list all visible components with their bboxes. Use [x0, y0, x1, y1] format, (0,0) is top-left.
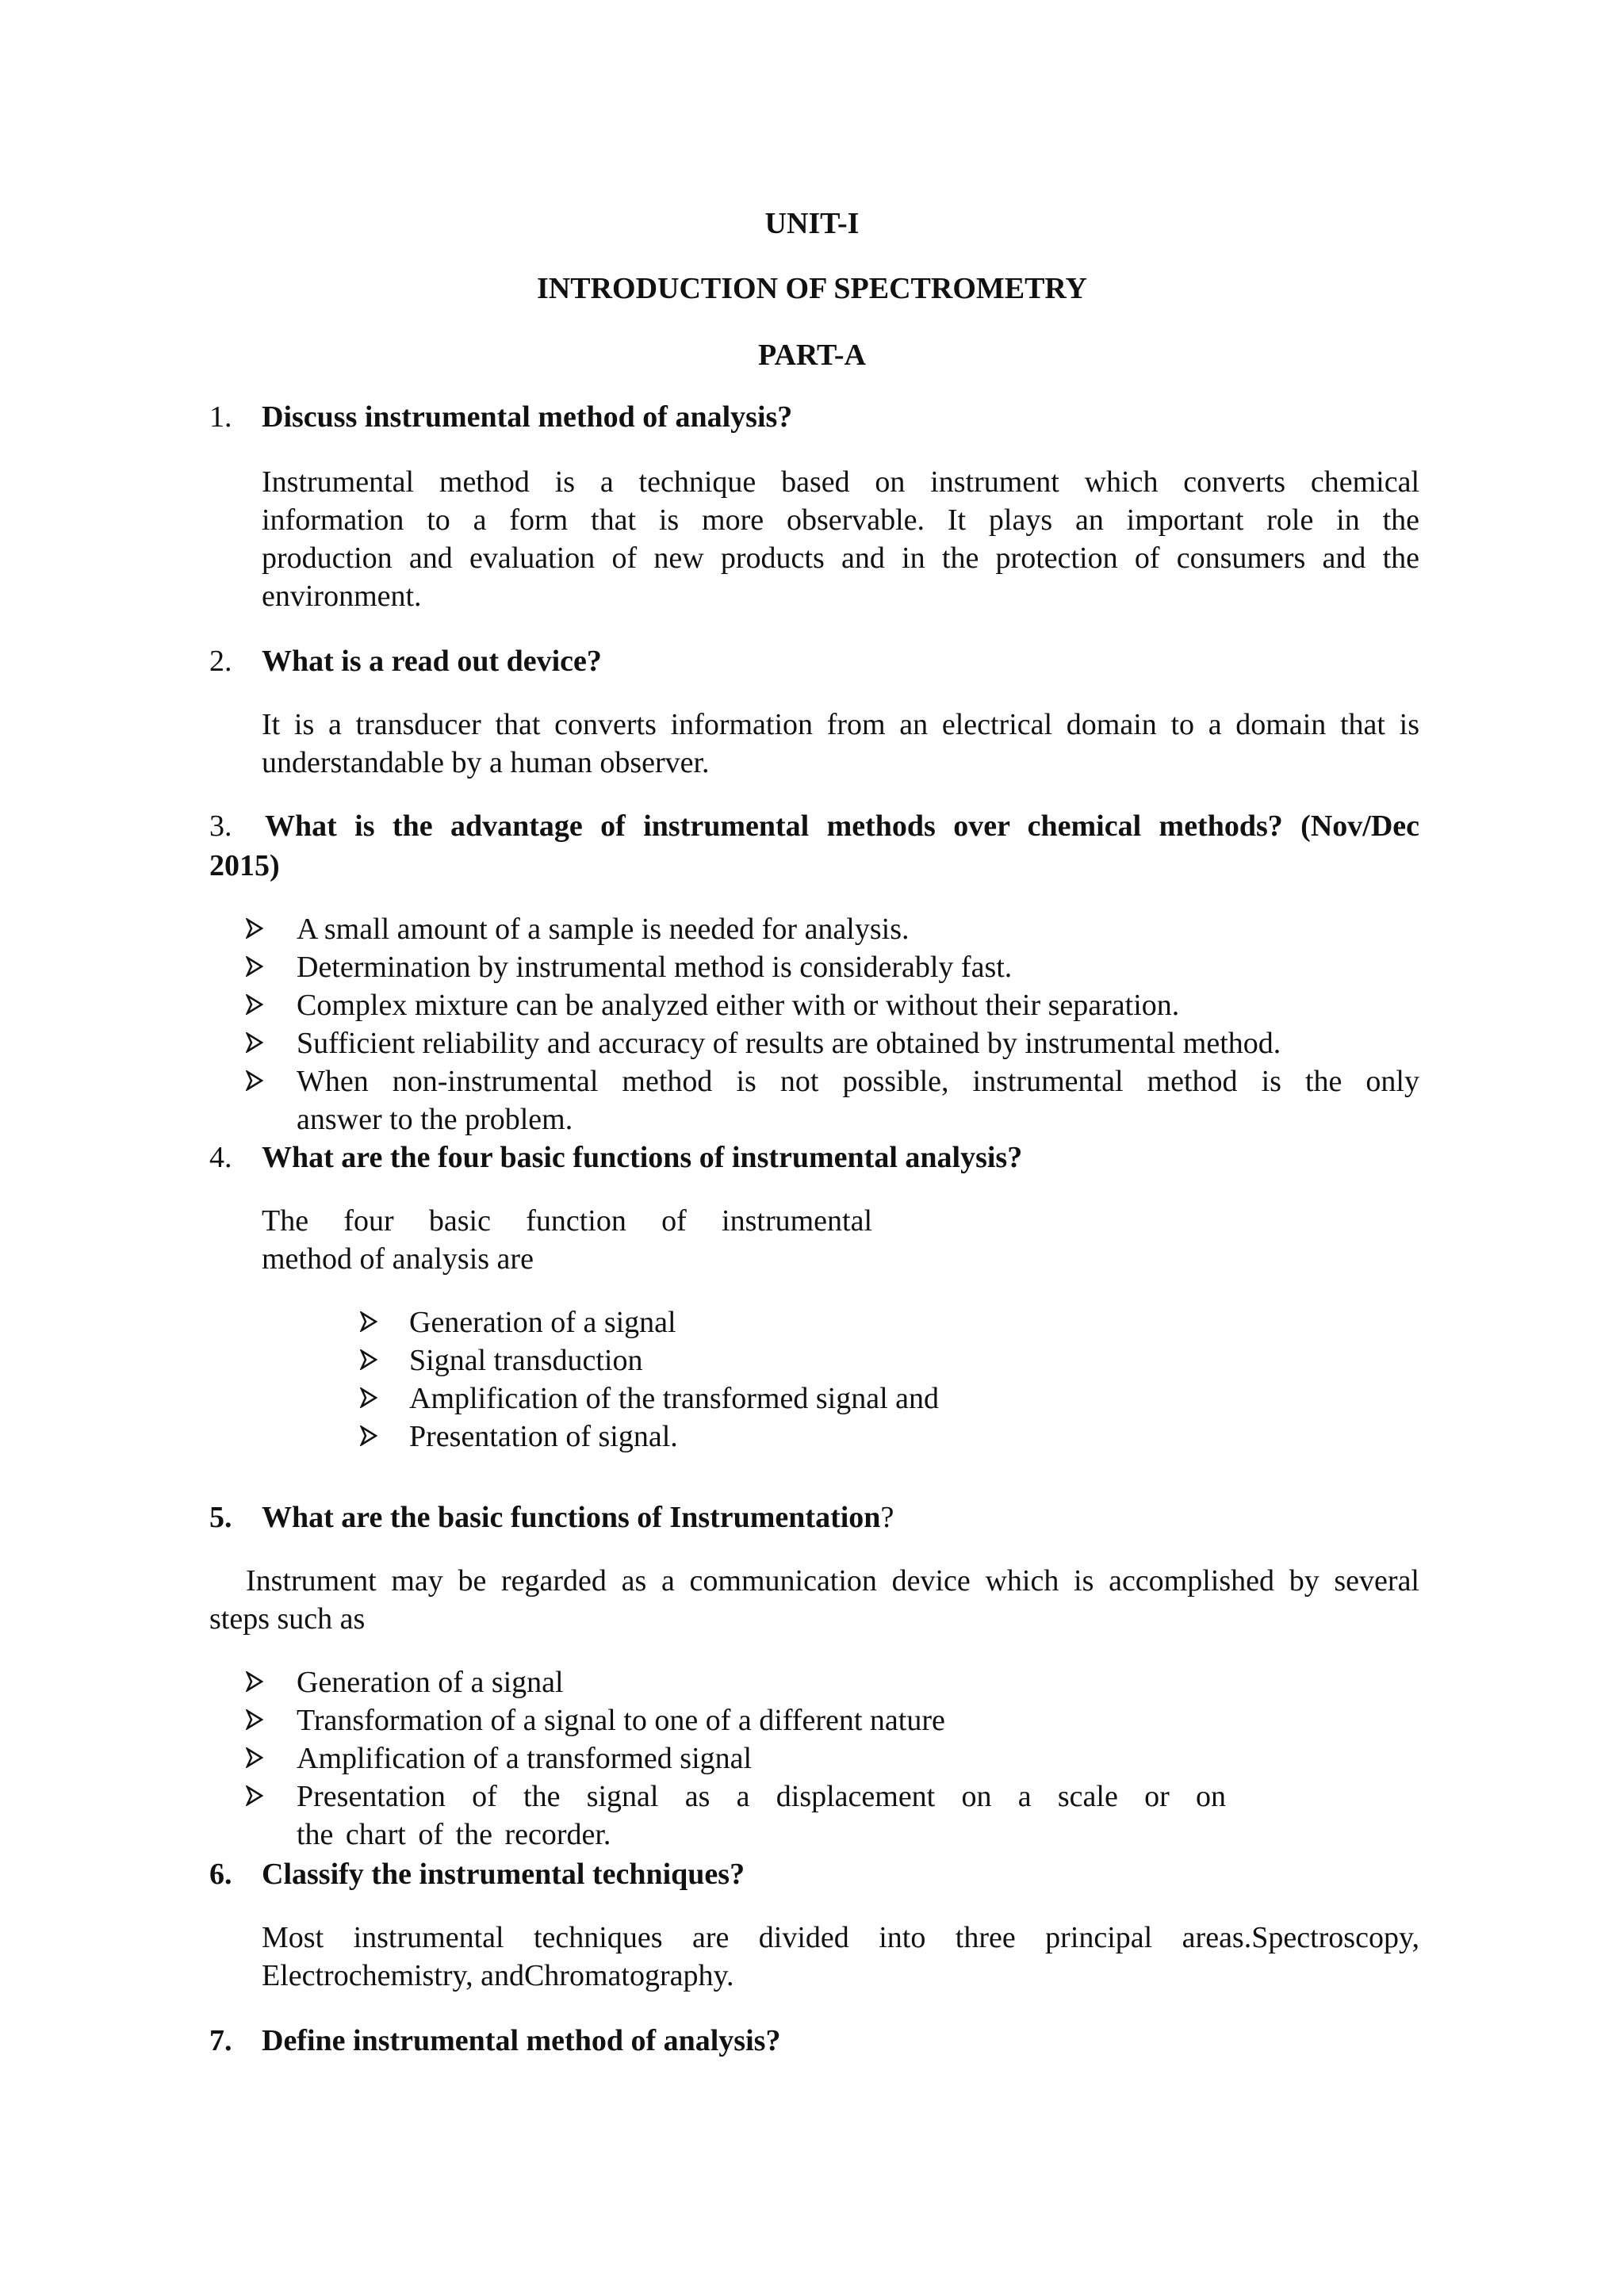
- question-heading: [262, 1498, 894, 1536]
- answer-line: Instrument may be regarded as a communication device which is accomplished by several: [246, 1564, 1419, 1598]
- answer-line: information to a form that is more observable. It plays an important role in the: [262, 503, 1419, 537]
- list-item: [246, 1062, 1419, 1138]
- question-number: 1.: [209, 400, 232, 434]
- question-heading: Define instrumental method of analysis?: [262, 2024, 781, 2057]
- arrow-bullet-icon: [360, 1311, 377, 1332]
- arrow-bullet-icon: [360, 1425, 377, 1446]
- question-mark: ?: [880, 1501, 894, 1534]
- list-item-text-continued: answer to the problem.: [297, 1103, 573, 1136]
- list-item: [246, 986, 1419, 1024]
- question-number: 4.: [209, 1141, 232, 1174]
- question-heading: Classify the instrumental techniques?: [262, 1858, 745, 1891]
- list-item: [360, 1303, 1074, 1341]
- answer-line: Electrochemistry, andChromatography.: [262, 1959, 734, 1992]
- list-item: [246, 910, 1419, 948]
- answer-paragraph: [262, 1919, 1419, 1995]
- answer-paragraph: [262, 1202, 872, 1278]
- answer-line: Instrumental method is a technique based on instrument which converts chemical: [262, 465, 1419, 499]
- list-item-text: Generation of a signal: [409, 1306, 676, 1339]
- list-item-text: Sufficient reliability and accuracy of results are obtained by instrumental method.: [297, 1027, 1281, 1060]
- list-item-text: Signal transduction: [409, 1344, 643, 1377]
- list-item: [360, 1341, 1074, 1380]
- list-item-text: Amplification of a transformed signal: [297, 1742, 753, 1775]
- arrow-bullet-icon: [246, 918, 263, 939]
- arrow-bullet-icon: [246, 1747, 263, 1768]
- list-item-text-continued: the chart of the recorder.: [297, 1818, 611, 1851]
- question-heading-continued: 2015): [209, 849, 280, 882]
- list-item-text: Generation of a signal: [297, 1666, 564, 1699]
- answer-line: method of analysis are: [262, 1242, 534, 1276]
- question-number: 3.: [209, 809, 232, 843]
- question-number: 7.: [209, 2024, 232, 2057]
- list-item-text: Amplification of the transformed signal and: [409, 1382, 939, 1415]
- arrow-bullet-icon: [246, 1709, 263, 1730]
- list-item: [360, 1380, 1074, 1418]
- answer-paragraph: [262, 463, 1419, 615]
- question-number: 2.: [209, 645, 232, 678]
- list-item-text: Presentation of the signal as a displacement on a scale or on: [297, 1780, 1226, 1813]
- arrow-bullet-icon: [246, 956, 263, 977]
- list-item-text: When non-instrumental method is not possible, instrumental method is the only: [297, 1065, 1419, 1098]
- unit-heading: UNIT-I: [764, 207, 860, 240]
- list-item-text: Presentation of signal.: [409, 1420, 678, 1453]
- list-item: [246, 1663, 1419, 1701]
- list-item: [360, 1418, 1074, 1456]
- part-heading: PART-A: [758, 339, 866, 372]
- arrow-bullet-icon: [246, 1785, 263, 1806]
- question-heading-text: What are the basic functions of Instrumentation: [262, 1501, 881, 1534]
- list-item: [246, 1701, 1419, 1739]
- question-number: 6.: [209, 1858, 232, 1891]
- list-item: [246, 948, 1419, 986]
- answer-line: production and evaluation of new products and in the protection of consumers and the: [262, 541, 1419, 575]
- arrow-bullet-icon: [246, 1671, 263, 1692]
- arrow-bullet-icon: [246, 994, 263, 1015]
- list-item-text: Determination by instrumental method is considerably fast.: [297, 951, 1013, 984]
- list-item: [246, 1024, 1419, 1062]
- list-item: [246, 1777, 1419, 1854]
- arrow-bullet-icon: [360, 1349, 377, 1370]
- arrow-bullet-icon: [360, 1387, 377, 1408]
- answer-paragraph: [209, 1562, 1419, 1638]
- arrow-bullet-icon: [246, 1070, 263, 1091]
- question-number: 5.: [209, 1501, 232, 1534]
- answer-line: The four basic function of instrumental: [262, 1204, 872, 1238]
- answer-line: understandable by a human observer.: [262, 746, 710, 779]
- list-item-text: Complex mixture can be analyzed either with or without their separation.: [297, 989, 1180, 1022]
- page-title: INTRODUCTION OF SPECTROMETRY: [537, 272, 1087, 305]
- answer-line: environment.: [262, 580, 422, 613]
- answer-line: steps such as: [209, 1602, 366, 1636]
- question-heading: What are the four basic functions of instrumental analysis?: [262, 1141, 1023, 1174]
- answer-line: It is a transducer that converts information from an electrical domain to a domain that is: [262, 708, 1419, 741]
- list-item-text: A small amount of a sample is needed for analysis.: [297, 913, 910, 946]
- question-heading: Discuss instrumental method of analysis?: [262, 400, 793, 434]
- list-item-text: Transformation of a signal to one of a different nature: [297, 1704, 945, 1737]
- answer-line: Most instrumental techniques are divided into three principal areas.Spectroscopy,: [262, 1921, 1419, 1954]
- arrow-bullet-icon: [246, 1032, 263, 1053]
- answer-paragraph: [262, 706, 1419, 782]
- question-heading: What is the advantage of instrumental methods over chemical methods? (Nov/Dec: [265, 809, 1419, 843]
- instrumentation-steps-list: [246, 1663, 1419, 1854]
- question-heading: What is a read out device?: [262, 645, 602, 678]
- advantages-list: [246, 910, 1419, 1138]
- functions-list: [360, 1303, 1074, 1456]
- list-item: [246, 1739, 1419, 1777]
